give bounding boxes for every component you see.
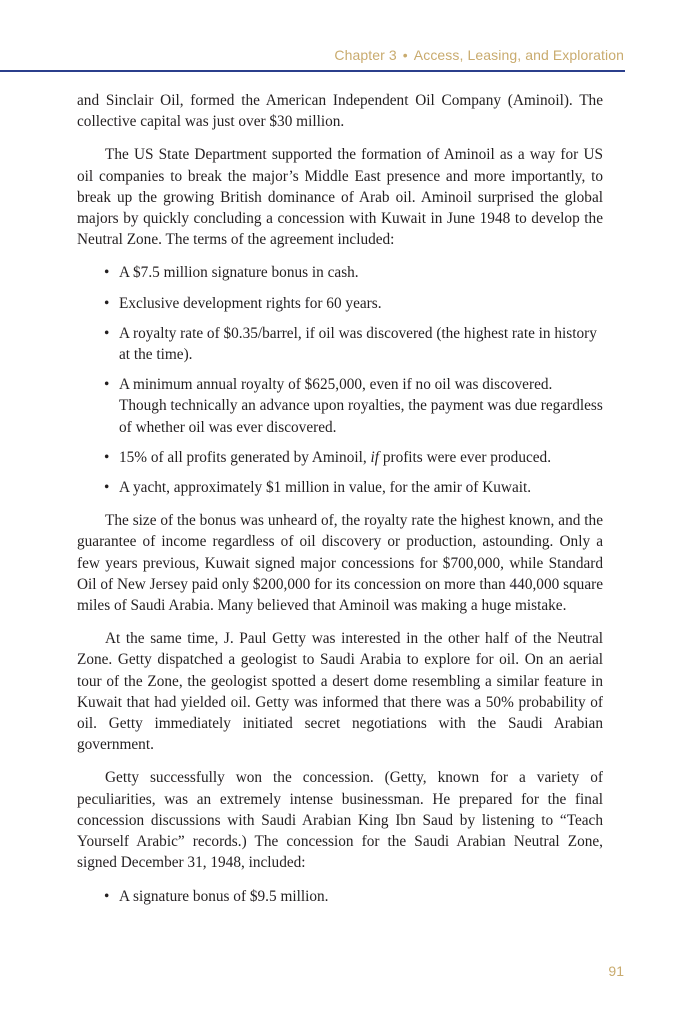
bullet-marker: • <box>104 324 110 342</box>
bullet-marker: • <box>104 376 110 394</box>
bullet-marker: • <box>104 448 110 466</box>
bullet-marker: • <box>104 264 110 282</box>
page-number: 91 <box>608 963 624 979</box>
list-item: • A signature bonus of $9.5 million. <box>77 886 603 907</box>
section-title: Access, Leasing, and Exploration <box>413 47 624 63</box>
list-item: • A royalty rate of $0.35/barrel, if oil was discovered (the highest rate in history at the time). <box>104 324 597 364</box>
aminoil-terms-list <box>77 262 603 498</box>
getty-terms-list <box>77 886 603 907</box>
paragraph-getty-interest: At the same time, J. Paul Getty was interested in the other half of the Neutral Zone. Getty dispatched a geologist to Saudi Arabia to explore for oil. On an aerial tour of the Zone, the geologist spotted a desert dome resembling a similar feature in Kuwait that had yielded oil. Getty was informed that there was a 50% probability of oil. Getty immediately initiated secret negotiations with the Saudi Arabian government. <box>77 630 603 754</box>
list-item: • 15% of all profits generated by Aminoil, if profits were ever produced. <box>77 447 603 468</box>
page-body <box>77 90 603 919</box>
bullet-marker: • <box>104 479 110 497</box>
emphasis-if: if <box>370 448 379 466</box>
list-item: • A yacht, approximately $1 million in value, for the amir of Kuwait. <box>77 477 603 498</box>
paragraph-state-department: The US State Department supported the formation of Aminoil as a way for US oil companies to break the major’s Middle East presence and more importantly, to break up the growing British dominance of Arab oil. Aminoil surprised the global majors by quickly concluding a concession with Kuwait in June 1948 to develop the Neutral Zone. The terms of the agreement included: <box>77 146 603 249</box>
paragraph-getty-concession: Getty successfully won the concession. (Getty, known for a variety of peculiarities, was an extremely intense businessman. He prepared for the final concession discussions with Saudi Arabian King Ibn Saud by listening to “Teach Yourself Arabic” records.) The concession for the Saudi Arabian Neutral Zone, signed December 31, 1948, included: <box>77 769 603 872</box>
running-header <box>334 47 624 63</box>
bullet-marker: • <box>104 887 110 905</box>
chapter-label: Chapter 3 <box>334 47 397 63</box>
list-item: • A minimum annual royalty of $625,000, even if no oil was discovered. Though technically an advance upon royalties, the payment was due regardless of whether oil was ever discovered. <box>104 376 603 436</box>
paragraph-bonus-size: The size of the bonus was unheard of, the royalty rate the highest known, and the guarantee of income regardless of oil discovery or production, astounding. Only a few years previous, Kuwait signed major concessions for $700,000, while Standard Oil of New Jersey paid only $200,000 for its concession on more than 440,000 square miles of Saudi Arabia. Many believed that Aminoil was making a huge mistake. <box>77 512 603 615</box>
header-separator: • <box>402 47 408 63</box>
paragraph-aminoil-formation: and Sinclair Oil, formed the American Independent Oil Company (Aminoil). The collective capital was just over $30 million. <box>77 92 603 131</box>
list-item: • Exclusive development rights for 60 years. <box>77 293 603 314</box>
bullet-marker: • <box>104 294 110 312</box>
header-rule <box>0 70 625 72</box>
list-item: • A $7.5 million signature bonus in cash. <box>77 262 603 283</box>
